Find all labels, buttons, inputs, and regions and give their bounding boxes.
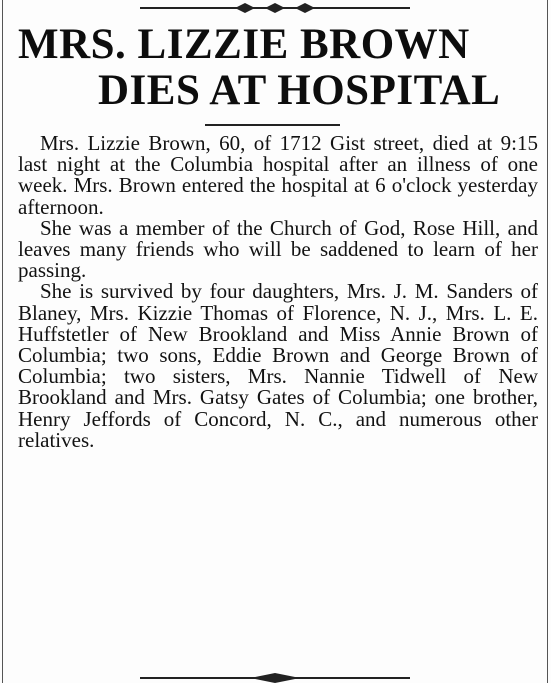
headline-line-1: MRS. LIZZIE BROWN — [18, 21, 470, 68]
column-rule-left — [2, 0, 3, 683]
paragraph-3: She is survived by four daughters, Mrs. J. M. Sanders of Blaney, Mrs. Kizzie Thomas of Florence, N. J., Mrs. L. E. Huffstetler of New Brookland and Miss Annie Brown of Columbia; two sons, Eddie Brown and George Brown of Columbia; two sisters, Mrs. Nannie Tidwell of New Brookland and Mrs. Gatsy Gates of Columbia; one brother, Henry Jeffords of Concord, N. C., and numerous other relatives. — [18, 279, 538, 452]
article-body — [18, 133, 538, 451]
headline-divider — [205, 124, 340, 126]
headline — [18, 22, 538, 114]
ornamental-rule-bottom-icon — [140, 672, 410, 684]
column-rule-right — [547, 0, 548, 683]
ornamental-rule-top-icon — [140, 2, 410, 14]
paragraph-1: Mrs. Lizzie Brown, 60, of 1712 Gist street, died at 9:15 last night at the Columbia hospital after an illness of one week. Mrs. Brown entered the hospital at 6 o'clock yesterday afternoon. — [18, 131, 538, 219]
headline-line-2: DIES AT HOSPITAL — [98, 67, 501, 114]
paragraph-2: She was a member of the Church of God, Rose Hill, and leaves many friends who will be saddened to learn of her passing. — [18, 215, 538, 283]
